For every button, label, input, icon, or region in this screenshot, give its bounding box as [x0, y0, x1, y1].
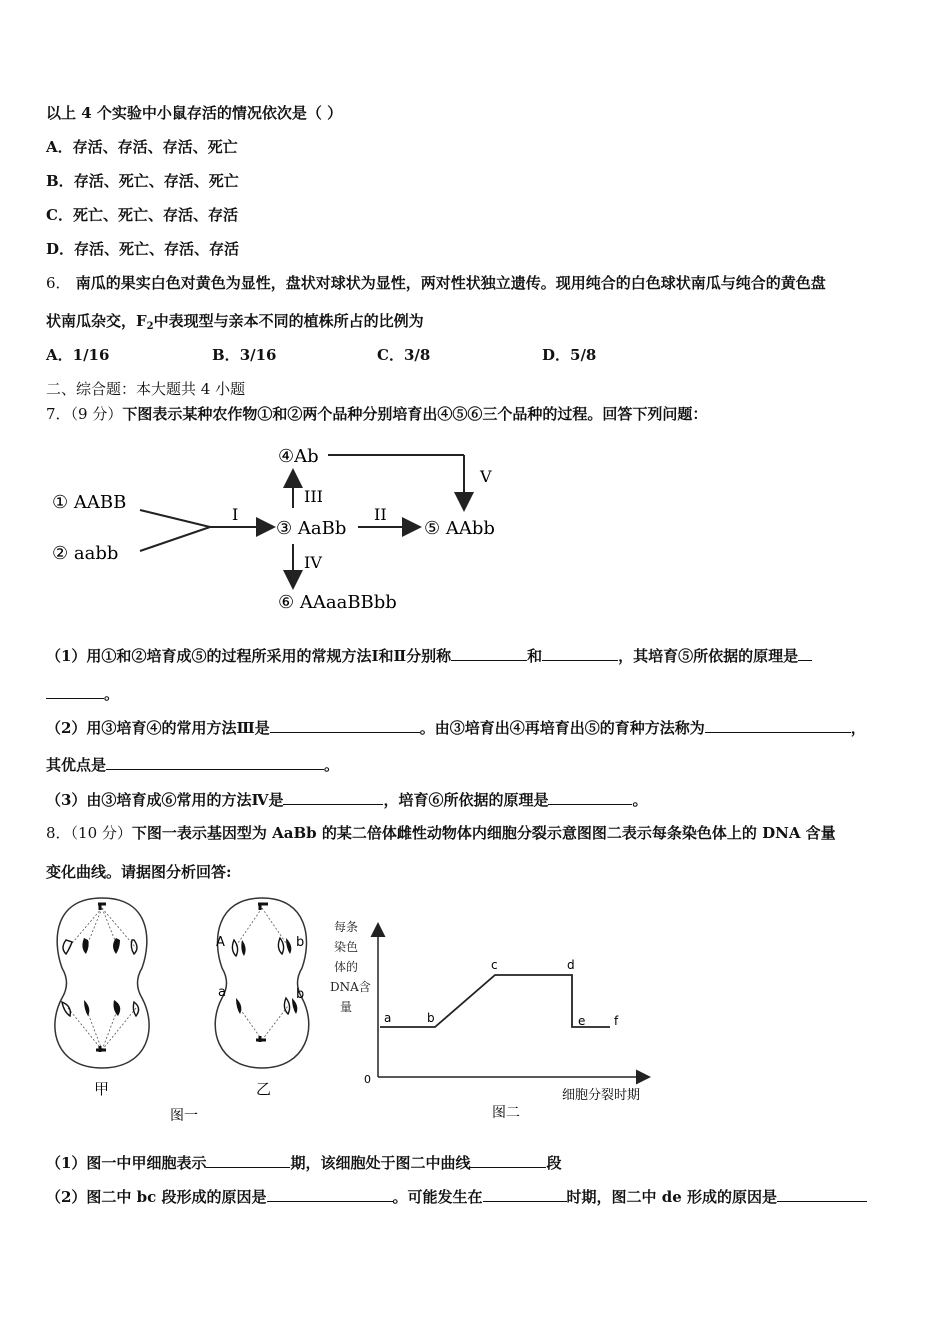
route-label-1: I	[232, 505, 239, 524]
origin-label: 0	[364, 1073, 371, 1086]
gene-label-b-top: b	[296, 935, 305, 950]
y-axis-label	[330, 919, 371, 1014]
svg-text:DNA含: DNA含	[330, 980, 371, 994]
q7-sub2-line1: （2）用③培育④的常用方法Ⅲ是 。由③培育出④再培育出⑤的育种方法称为 ，	[46, 719, 866, 737]
q6-option-b: B．3/16	[212, 346, 277, 364]
answer-blank[interactable]	[470, 1153, 546, 1168]
q8-sub2: （2）图二中 bc 段形成的原因是 。可能发生在 时期，图二中 de 形成的原因是	[46, 1187, 867, 1207]
x-axis-label: 细胞分裂时期	[562, 1088, 641, 1103]
route-label-5: V	[480, 467, 492, 486]
answer-blank[interactable]	[451, 646, 527, 661]
point-d: d	[567, 958, 575, 972]
q5-option-d: D．存活、死亡、存活、存活	[46, 240, 240, 258]
spindle-top-jia	[68, 908, 136, 948]
route-label-3: III	[304, 487, 323, 506]
cell-jia-label: 甲	[94, 1080, 110, 1098]
q5-option-c: C．死亡、死亡、存活、存活	[46, 206, 238, 224]
cell-yi-outline	[215, 898, 309, 1068]
cell-yi-label: 乙	[256, 1080, 272, 1098]
q7-sub1-line1: （1）用①和②培育成⑤的过程所采用的常规方法Ⅰ和Ⅱ分别称 和 ，其培育⑤所依据的原理是	[46, 646, 812, 666]
answer-blank[interactable]	[777, 1187, 867, 1202]
gene-label-a: a	[218, 985, 226, 1000]
q6-line1: 6． 南瓜的果实白色对黄色为显性，盘状对球状为显性，两对性状独立遗传。现用纯合的白色球状南瓜与纯合的黄色盘	[46, 274, 826, 292]
q7-sub2-line2: 其优点是 。	[46, 756, 340, 774]
spindle-bottom-jia	[68, 1008, 136, 1050]
cell-jia-outline	[55, 898, 149, 1068]
svg-text:每条: 每条	[334, 920, 359, 934]
point-e: e	[578, 1014, 586, 1028]
q6-option-c: C．3/8	[377, 346, 431, 364]
chromosomes-top-yi	[232, 938, 291, 956]
dna-curve	[380, 975, 610, 1027]
svg-text:量: 量	[340, 1000, 353, 1014]
answer-blank[interactable]	[542, 646, 618, 661]
answer-blank[interactable]	[267, 1187, 393, 1202]
answer-blank[interactable]	[106, 755, 324, 770]
chromosomes-bottom-yi	[236, 998, 297, 1014]
answer-blank[interactable]	[270, 718, 420, 733]
spindle-bottom-yi	[238, 1006, 288, 1040]
q8-sub1: （1）图一中甲细胞表示 期，该细胞处于图二中曲线 段	[46, 1154, 562, 1172]
q7-sub1-line2: 。	[46, 684, 119, 704]
q8-stem2: 变化曲线。请据图分析回答:	[46, 863, 232, 881]
section-title: 二、综合题：本大题共 4 小题	[46, 380, 246, 398]
spindle-top-yi	[236, 908, 288, 946]
figure-2-caption: 图二	[492, 1105, 520, 1121]
node-2: ② aabb	[52, 543, 119, 564]
answer-blank[interactable]	[206, 1153, 290, 1168]
q6-option-d: D．5/8	[542, 346, 597, 364]
answer-blank[interactable]	[548, 790, 632, 805]
figure-1-caption: 图一	[170, 1108, 198, 1124]
point-f: f	[614, 1014, 619, 1028]
gene-label-A: A	[216, 935, 225, 950]
node-4: ④Ab	[278, 446, 319, 467]
answer-blank[interactable]	[46, 684, 104, 699]
node-3: ③ AaBb	[276, 518, 347, 539]
q7-sub3: （3）由③培育成⑥常用的方法Ⅳ是 ，培育⑥所依据的原理是 。	[46, 791, 648, 809]
answer-blank[interactable]	[705, 718, 851, 733]
gene-label-b-bottom: b	[296, 987, 305, 1002]
svg-text:体的: 体的	[334, 960, 359, 974]
chromosomes-bottom-jia	[62, 1000, 139, 1016]
q5-option-b: B．存活、死亡、存活、死亡	[46, 172, 239, 190]
answer-blank[interactable]	[283, 790, 383, 805]
point-c: c	[491, 958, 498, 972]
svg-text:染色: 染色	[334, 940, 359, 954]
answer-blank[interactable]	[798, 646, 812, 661]
node-5: ⑤ AAbb	[424, 518, 495, 539]
chromosomes-top-jia	[63, 938, 137, 954]
point-b: b	[427, 1011, 435, 1025]
answer-blank[interactable]	[483, 1187, 567, 1202]
dna-content-chart	[330, 915, 660, 1125]
q8-stem1: 8．（10 分）下图一表示基因型为 AaBb 的某二倍体雌性动物体内细胞分裂示意图图二表示每条染色体上的 DNA 含量	[46, 824, 836, 842]
cell-division-figure	[40, 890, 340, 1125]
point-a: a	[384, 1011, 392, 1025]
breeding-diagram	[40, 440, 540, 625]
q6-line2: 状南瓜杂交，$F_2$中表现型与亲本不同的植株所占的比例为	[46, 312, 424, 332]
node-1: ① AABB	[52, 492, 127, 513]
route-label-4: IV	[304, 553, 322, 572]
q7-stem: 7．（9 分）下图表示某种农作物①和②两个品种分别培育出④⑤⑥三个品种的过程。回答下列问题：	[46, 405, 708, 423]
q5-option-a: A．存活、存活、存活、死亡	[46, 138, 238, 156]
node-6: ⑥ AAaaBBbb	[278, 592, 397, 613]
q6-option-a: A．1/16	[46, 346, 110, 364]
route-label-2: II	[374, 505, 387, 524]
q5-stem: 以上 4 个实验中小鼠存活的情况依次是（ ）	[46, 104, 343, 122]
